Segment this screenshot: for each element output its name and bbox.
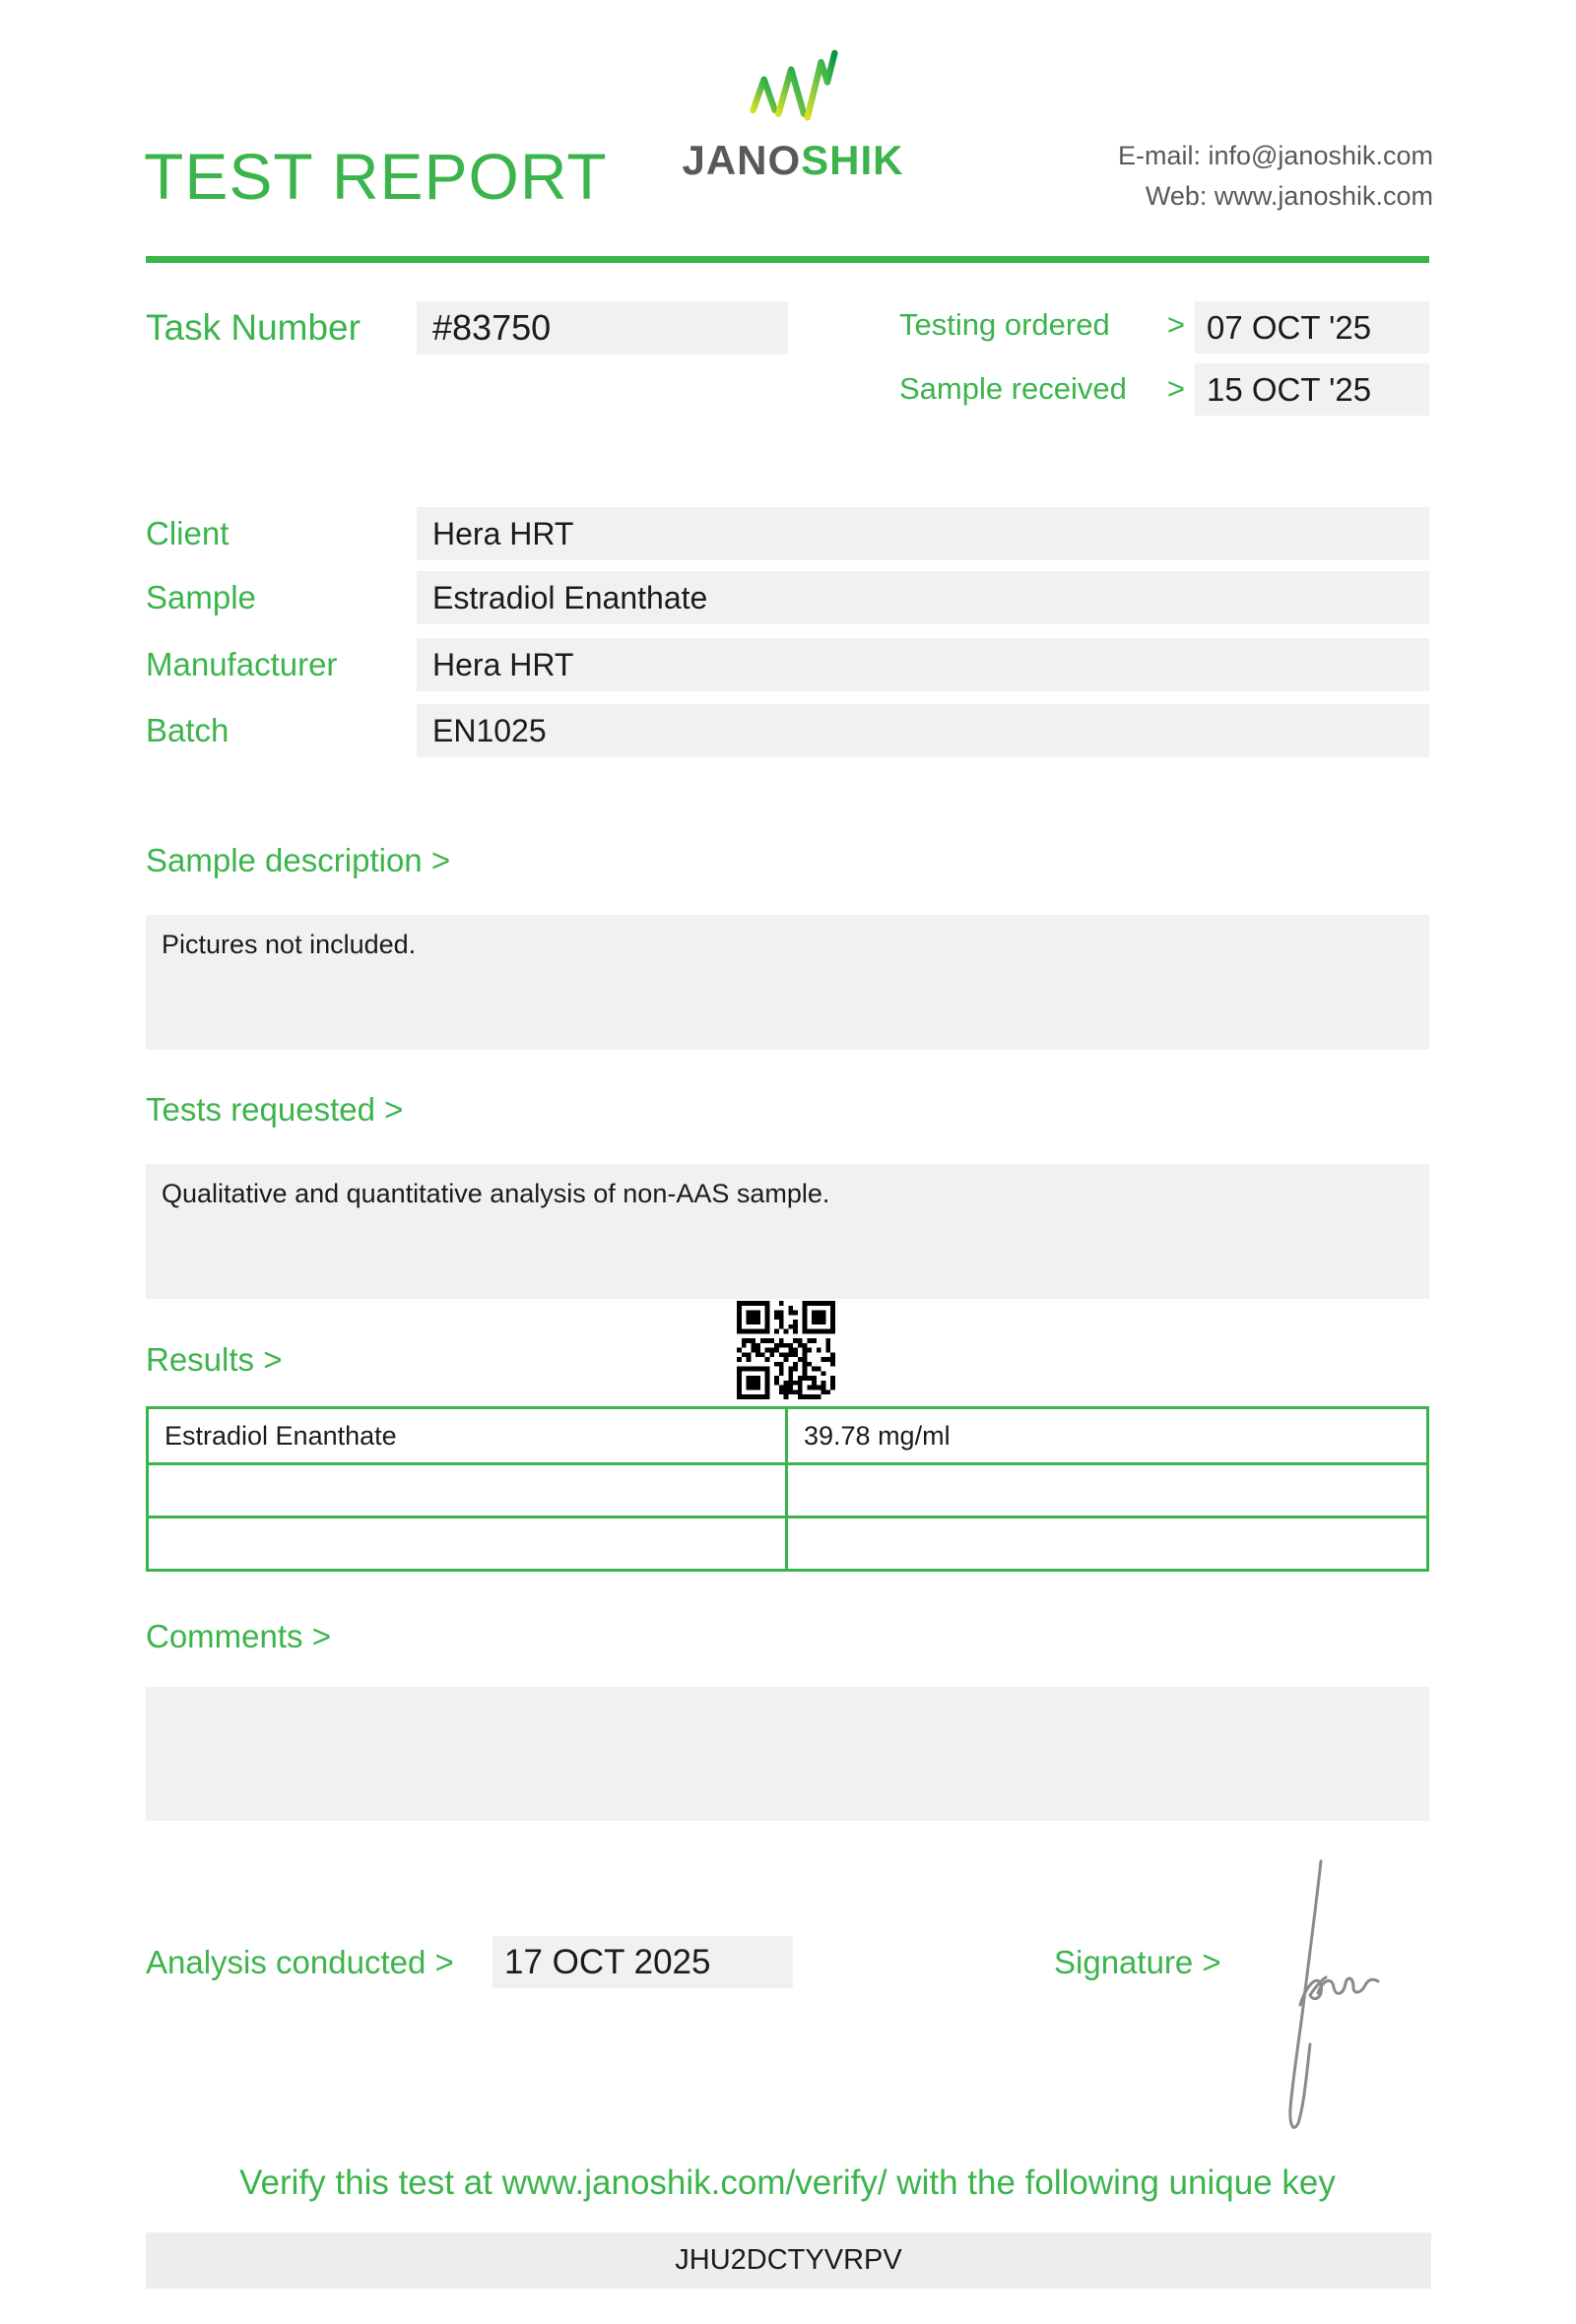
sample-received-label-row [899,371,1185,407]
comments-box [146,1687,1429,1821]
results-heading: Results > [146,1341,283,1378]
tests-requested-heading: Tests requested > [146,1091,404,1128]
batch-label: Batch [146,712,230,748]
table-row [149,1409,1426,1462]
sample-description-heading: Sample description > [146,842,451,878]
comments-heading: Comments > [146,1618,331,1654]
result-substance-cell [149,1465,788,1516]
result-substance-cell: Estradiol Enanthate [149,1409,788,1462]
tests-requested-box [146,1164,1429,1299]
qr-code [737,1301,835,1399]
table-row [149,1516,1426,1569]
logo-word-jano: JANO [682,137,802,183]
verify-text: Verify this test at www.janoshik.com/verify/ with the following unique key [239,2163,1336,2202]
contact-info [1118,136,1433,216]
logo-chart-icon [680,49,906,136]
sample-received-value: 15 OCT '25 [1195,363,1429,416]
sample-value: Estradiol Enanthate [417,571,1429,624]
analysis-date-value: 17 OCT 2025 [492,1936,793,1988]
sample-description-text: Pictures not included. [162,930,417,959]
client-value: Hera HRT [417,507,1429,560]
result-value-cell: 39.78 mg/ml [804,1421,951,1451]
result-substance-cell [149,1518,788,1569]
logo-wordmark [680,137,906,183]
manufacturer-value: Hera HRT [417,638,1429,691]
signature-scribble [1253,1847,1401,2148]
testing-ordered-value: 07 OCT '25 [1195,301,1429,354]
task-number-value: #83750 [417,301,788,355]
result-value-cell [788,1465,1426,1516]
arrow-glyph: > [1166,371,1185,406]
verify-key-box [146,2232,1431,2289]
arrow-glyph: > [1166,307,1185,342]
client-label: Client [146,515,230,551]
contact-web: Web: www.janoshik.com [1145,180,1433,211]
logo-word-shik: SHIK [801,137,904,183]
sample-description-box [146,915,1429,1050]
table-row [149,1462,1426,1516]
result-value-cell [788,1518,1426,1569]
verify-key: JHU2DCTYVRPV [675,2244,902,2276]
tests-requested-text: Qualitative and quantitative analysis of non-AAS sample. [162,1179,830,1208]
header-divider [146,256,1429,263]
manufacturer-label: Manufacturer [146,646,338,682]
testing-ordered-label-row [899,307,1185,343]
task-number-label: Task Number [146,307,361,348]
analysis-conducted-label: Analysis conducted > [146,1944,454,1980]
sample-received-label: Sample received [899,371,1127,406]
signature-label: Signature > [1054,1944,1221,1980]
janoshik-logo [680,49,906,181]
sample-label: Sample [146,579,256,615]
contact-email: E-mail: info@janoshik.com [1117,141,1433,170]
results-table [146,1406,1429,1572]
batch-value: EN1025 [417,704,1429,757]
report-title: TEST REPORT [144,140,608,213]
testing-ordered-label: Testing ordered [899,307,1110,342]
